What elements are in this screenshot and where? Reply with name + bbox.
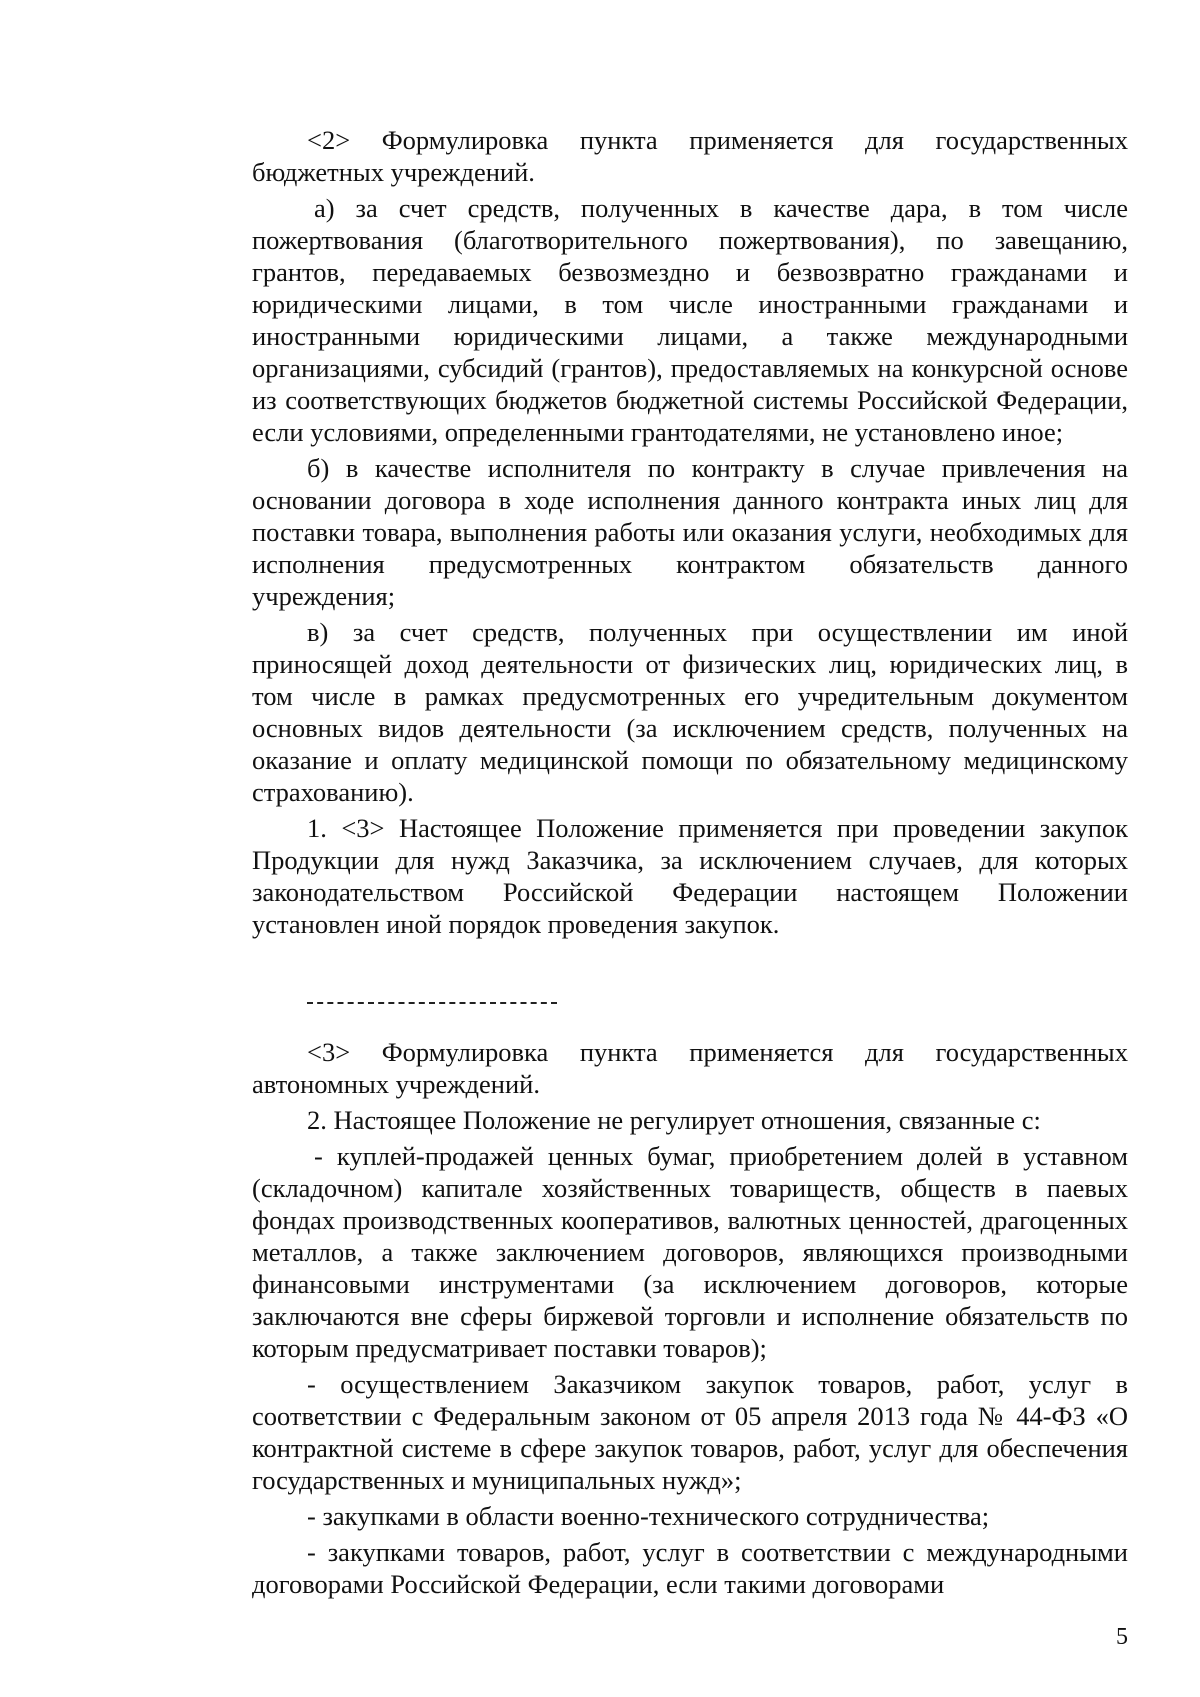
bullet-military: - закупками в области военно-технического сотрудничества; [307, 1501, 990, 1531]
item-2-paragraph: 2. Настоящее Положение не регулирует отношения, связанные с: [307, 1105, 1041, 1135]
clause-b-paragraph: б) в качестве исполнителя по контракту в случае привлечения на основании договора в ходе исполнения данного контракта иных лиц для поставки товара, выполнения работы или оказания услуги, необходимых для исполнения предусмотренных контрактом обязательств данного учреждения; [252, 453, 1128, 611]
footnote-2-text: <2> Формулировка пункта применяется для государственных бюджетных учреждений. [252, 125, 1128, 187]
bullet-44fz: - осуществлением Заказчиком закупок товаров, работ, услуг в соответствии с Федеральным законом от 05 апреля 2013 года № 44-ФЗ «О контрактной системе в сфере закупок товаров, работ, услуг для обеспечения государственных и муниципальных нужд»; [252, 1369, 1128, 1495]
clause-a-paragraph: а) за счет средств, полученных в качестве дара, в том числе пожертвования (благотворительного пожертвования), по завещанию, грантов, передаваемых безвозмездно и безвозвратно гражданами и юридическими лицами, в том числе иностранными гражданами и иностранными юридическими лицами, а также международными организациями, субсидий (грантов), предоставляемых на конкурсной основе из соответствующих бюджетов бюджетной системы Российской Федерации, если условиями, определенными грантодателями, не установлено иное; [252, 193, 1128, 447]
clause-v-paragraph: в) за счет средств, полученных при осуществлении им иной приносящей доход деятельности от физических лиц, юридических лиц, в том числе в рамках предусмотренных его учредительным документом основных видов деятельности (за исключением средств, полученных на оказание и оплату медицинской помощи по обязательному медицинскому страхованию). [252, 617, 1128, 807]
footnote-separator [307, 1002, 557, 1004]
page-body [252, 124, 1128, 1600]
footnote-3-text: <3> Формулировка пункта применяется для государственных автономных учреждений. [252, 1037, 1128, 1099]
page-number: 5 [1116, 1624, 1128, 1650]
item-1-paragraph: 1. <3> Настоящее Положение применяется при проведении закупок Продукции для нужд Заказчика, за исключением случаев, для которых законодательством Российской Федерации настоящем Положении установлен иной порядок проведения закупок. [252, 813, 1128, 939]
bullet-securities: - куплей-продажей ценных бумаг, приобретением долей в уставном (складочном) капитале хозяйственных товариществ, обществ в паевых фондах производственных кооперативов, валютных ценностей, драгоценных металлов, а также заключением договоров, являющихся производными финансовыми инструментами (за исключением договоров, которые заключаются вне сферы биржевой торговли и исполнение обязательств по которым предусматривает поставки товаров); [252, 1141, 1128, 1363]
section-spacer [252, 940, 1128, 1002]
bullet-international: - закупками товаров, работ, услуг в соответствии с международными договорами Российской Федерации, если такими договорами [252, 1537, 1128, 1599]
